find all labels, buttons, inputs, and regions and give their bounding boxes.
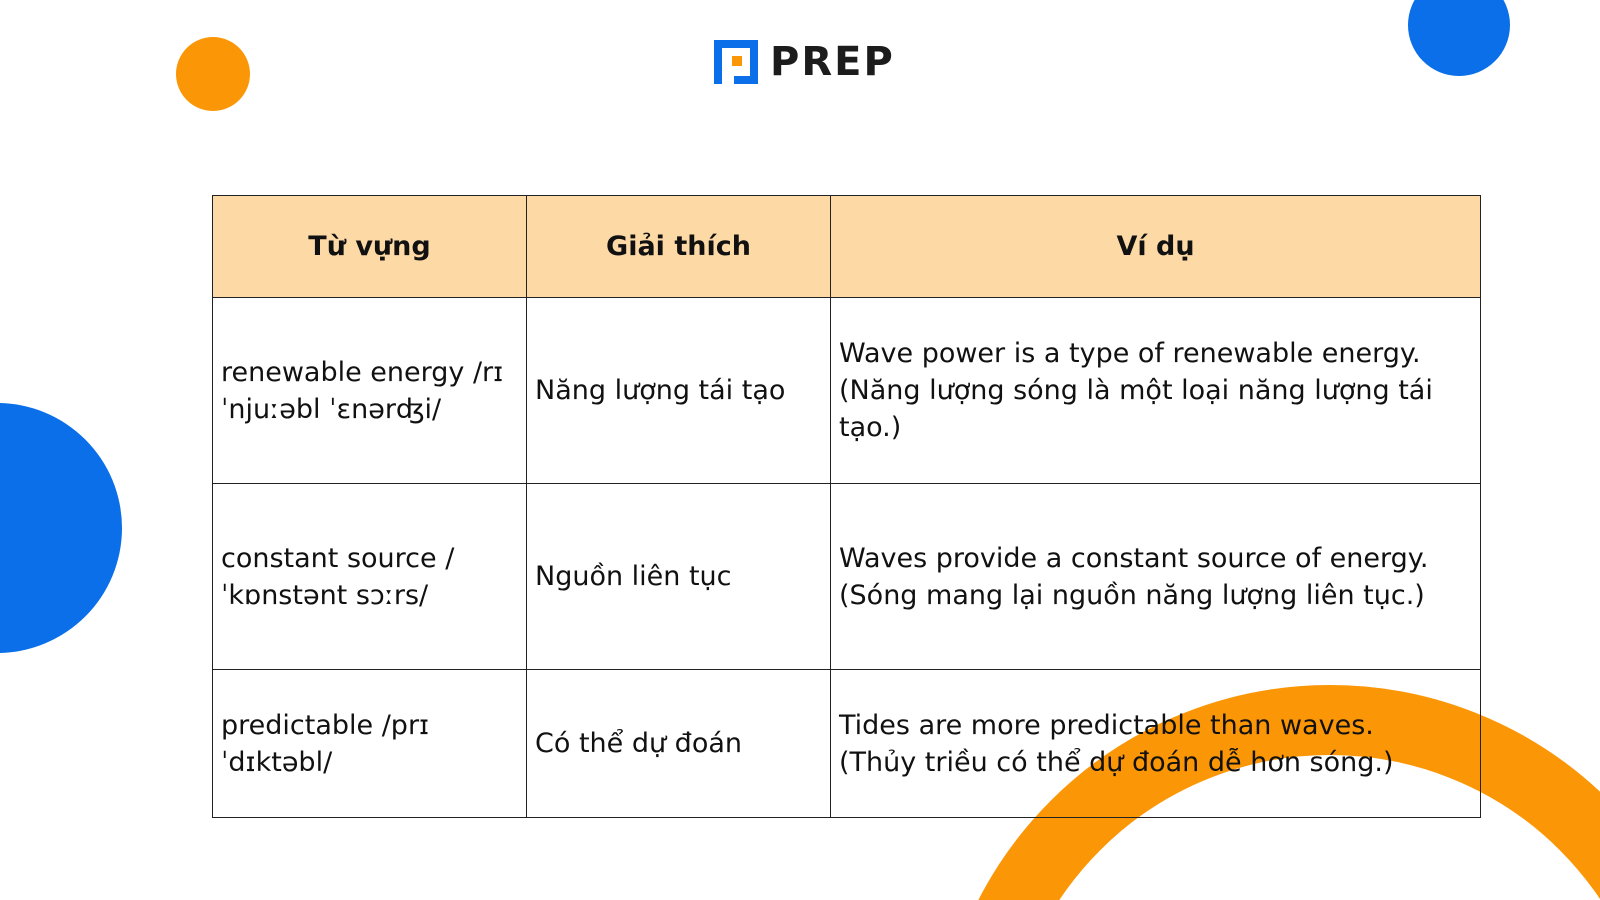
prep-logo bbox=[710, 36, 895, 88]
header-example: Ví dụ bbox=[831, 196, 1481, 298]
table-header-row bbox=[213, 196, 1481, 298]
table-row bbox=[213, 298, 1481, 484]
table-row bbox=[213, 484, 1481, 670]
example-vietnamese: (Sóng mang lại nguồn năng lượng liên tục.) bbox=[839, 579, 1425, 611]
header-word: Từ vựng bbox=[213, 196, 527, 298]
word-cell: renewable energy /rɪ ˈnjuːəbl ˈɛnərʤi/ bbox=[213, 298, 527, 484]
example-vietnamese: (Thủy triều có thể dự đoán dễ hơn sóng.) bbox=[839, 746, 1394, 778]
prep-logo-icon bbox=[710, 36, 762, 88]
meaning-cell: Nguồn liên tục bbox=[527, 484, 831, 670]
example-english: Wave power is a type of renewable energy. bbox=[839, 338, 1421, 369]
meaning-cell: Có thể dự đoán bbox=[527, 670, 831, 818]
example-cell bbox=[831, 298, 1481, 484]
example-vietnamese: (Năng lượng sóng là một loại năng lượng tái tạo.) bbox=[839, 375, 1433, 443]
vocabulary-table bbox=[212, 195, 1481, 818]
word-cell: predictable /prɪ ˈdɪktəbl/ bbox=[213, 670, 527, 818]
header-meaning: Giải thích bbox=[527, 196, 831, 298]
example-english: Tides are more predictable than waves. bbox=[839, 709, 1374, 741]
example-cell bbox=[831, 484, 1481, 670]
meaning-cell: Năng lượng tái tạo bbox=[527, 298, 831, 484]
example-cell bbox=[831, 670, 1481, 818]
table-row bbox=[213, 670, 1481, 818]
word-cell: constant source /ˈkɒnstənt sɔːrs/ bbox=[213, 484, 527, 670]
example-english: Waves provide a constant source of energy. bbox=[839, 542, 1429, 574]
brand-name: PREP bbox=[770, 39, 895, 85]
